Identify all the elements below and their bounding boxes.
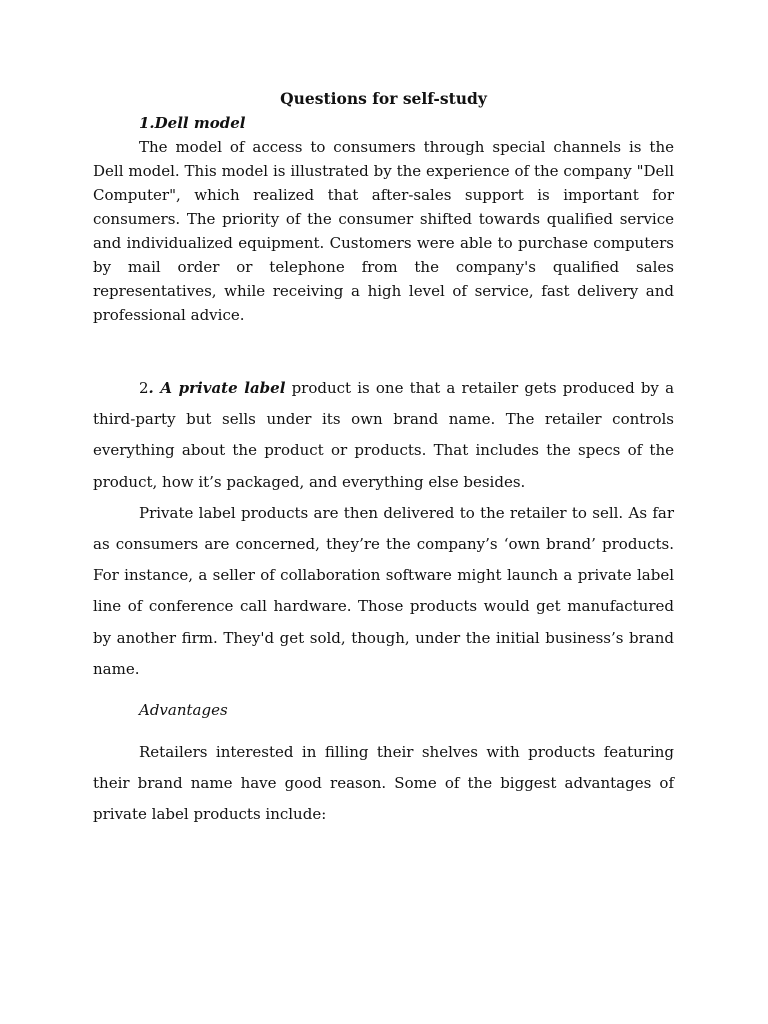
document-page: [93, 87, 674, 831]
advantages-heading: Advantages: [139, 701, 228, 720]
section-heading-dell-model: 1.Dell model: [139, 114, 246, 132]
private-label-paragraph-1: [93, 373, 674, 498]
advantages-paragraph: Retailers interested in filling their shelves with products featuring their brand name have good reason. Some of the biggest advantages of private label products include:: [93, 743, 674, 824]
document-title: Questions for self-study: [280, 89, 487, 108]
private-label-paragraph-1-text: product is one that a retailer gets produced by a third-party but sells under its own brand name. The retailer controls everything about the product or products. That includes the specs of the product, how it’s packaged, and everything else besides.: [93, 379, 675, 491]
private-label-paragraph-2: Private label products are then delivered to the retailer to sell. As far as consumers are concerned, they’re the company’s ‘own brand’ products. For instance, a seller of collaboration software might launch a private label line of conference call hardware. Those products would get manufactured by another firm. They'd get sold, though, under the initial business’s brand name.: [93, 503, 674, 678]
private-label-term: . A private label: [148, 379, 286, 397]
section-number: 2: [139, 379, 149, 397]
private-label-section: [93, 373, 674, 685]
dell-model-paragraph: The model of access to consumers through special channels is the Dell model. This model is illustrated by the experience of the company "Dell Computer", which realized that after-sales support is important for consumers. The priority of the consumer shifted towards qualified service and individualized equipment. Customers were able to purchase computers by mail order or telephone from the company's qualified sales representatives, while receiving a high level of service, fast delivery and professional advice.: [93, 138, 674, 324]
